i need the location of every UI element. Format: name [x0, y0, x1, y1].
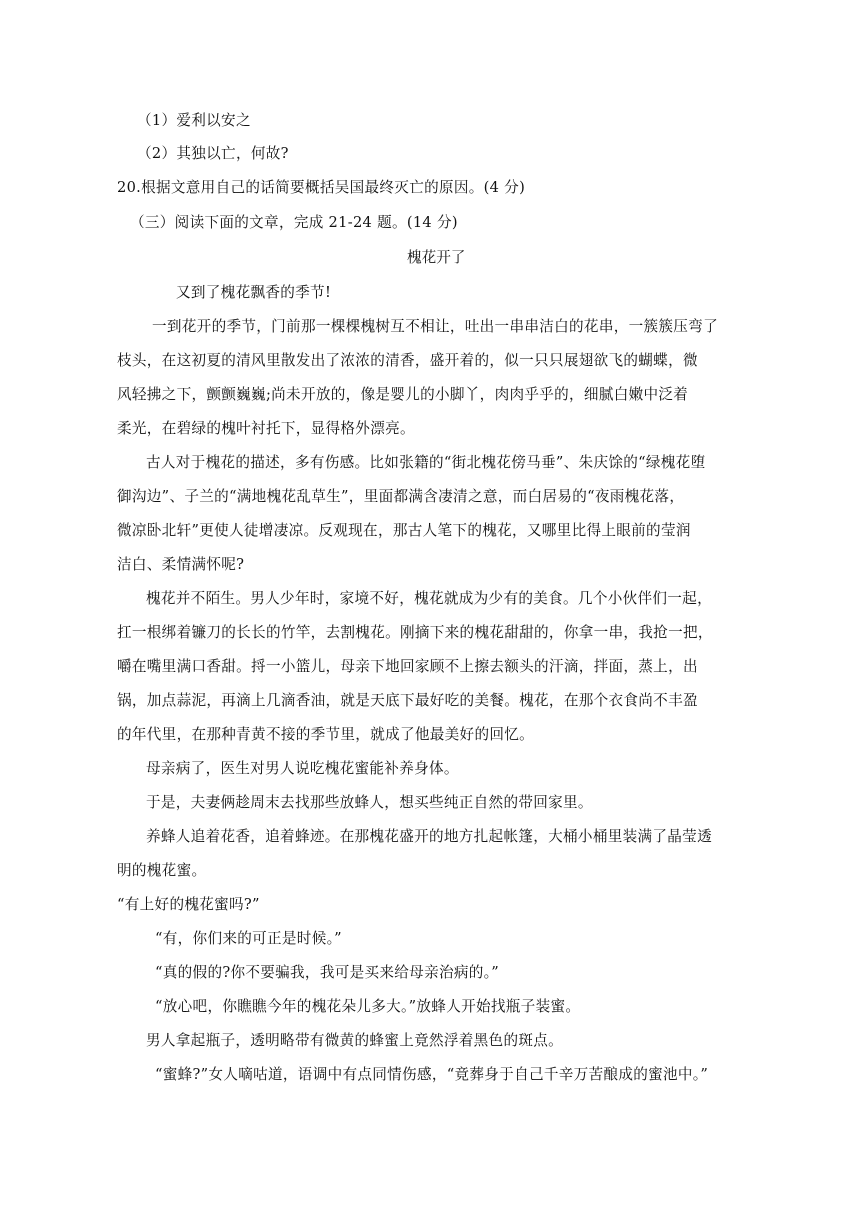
article-line-23: 男人拿起瓶子，透明略带有微黄的蜂蜜上竟然浮着黑色的斑点。 [146, 1032, 564, 1049]
article-line-16: 于是，夫妻俩趁周末去找那些放蜂人，想买些纯正自然的带回家里。 [146, 794, 593, 811]
question-20: 20.根据文意用自己的话简要概括吴国最终灭亡的原因。(4 分) [117, 179, 526, 196]
article-line-15: 母亲病了，医生对男人说吃槐花蜜能补养身体。 [146, 760, 459, 777]
article-line-11: 扛一根绑着镰刀的长长的竹竿，去割槐花。刚摘下来的槐花甜甜的，你拿一串，我抢一把， [117, 624, 713, 641]
article-line-3: 枝头，在这初夏的清风里散发出了浓浓的清香，盛开着的，似一只只展翅欲飞的蝴蝶，微 [117, 352, 698, 369]
section-heading: （三）阅读下面的文章，完成 21-24 题。(14 分) [130, 214, 458, 231]
question-19-item-2: （2）其独以亡，何故? [137, 145, 289, 162]
article-line-14: 的年代里，在那种青黄不接的季节里，就成了他最美好的回忆。 [117, 726, 535, 743]
article-line-6: 古人对于槐花的描述，多有伤感。比如张籍的“街北槐花傍马垂”、朱庆馀的“绿槐花堕 [146, 454, 706, 471]
article-line-13: 锅，加点蒜泥，再滴上几滴香油，就是天底下最好吃的美餐。槐花，在那个衣食尚不丰盈 [117, 692, 698, 709]
article-line-17: 养蜂人追着花香，追着蜂迹。在那槐花盛开的地方扎起帐篷，大桶小桶里装满了晶莹透 [146, 828, 712, 845]
article-line-5: 柔光，在碧绿的槐叶衬托下，显得格外漂亮。 [117, 420, 415, 437]
article-line-22: “放心吧，你瞧瞧今年的槐花朵儿多大。”放蜂人开始找瓶子装蜜。 [155, 998, 581, 1015]
article-line-9: 洁白、柔情满怀呢? [117, 556, 245, 573]
article-line-24: “蜜蜂?”女人嘀咕道，语调中有点同情伤感，“竟葬身于自己千辛万苦酿成的蜜池中。” [155, 1066, 709, 1083]
question-19-item-1: （1）爱利以安之 [137, 112, 251, 129]
article-line-4: 风轻拂之下，颤颤巍巍;尚未开放的，像是婴儿的小脚丫，肉肉乎乎的，细腻白嫩中泛着 [117, 386, 689, 403]
article-line-19: “有上好的槐花蜜吗?” [117, 896, 260, 913]
article-line-10: 槐花并不陌生。男人少年时，家境不好，槐花就成为少有的美食。几个小伙伴们一起， [146, 590, 712, 607]
article-line-12: 嚼在嘴里满口香甜。捋一小篮儿，母亲下地回家顾不上擦去额头的汗滴，拌面，蒸上，出 [117, 658, 698, 675]
article-line-2: 一到花开的季节，门前那一棵棵槐树互不相让，吐出一串串洁白的花串，一簇簇压弯了 [152, 318, 718, 335]
article-line-7: 御沟边”、子兰的“满地槐花乱草生”，里面都满含凄清之意，而白居易的“夜雨槐花落， [117, 488, 685, 505]
article-line-1: 又到了槐花飘香的季节! [176, 284, 332, 301]
article-line-21: “真的假的?你不要骗我，我可是买来给母亲治病的。” [155, 964, 500, 981]
article-line-18: 明的槐花蜜。 [117, 862, 207, 879]
article-line-20: “有，你们来的可正是时候。” [155, 930, 342, 947]
article-line-8: 微凉卧北轩”更使人徒增凄凉。反观现在，那古人笔下的槐花，又哪里比得上眼前的莹润 [117, 522, 691, 539]
article-title: 槐花开了 [407, 249, 466, 266]
